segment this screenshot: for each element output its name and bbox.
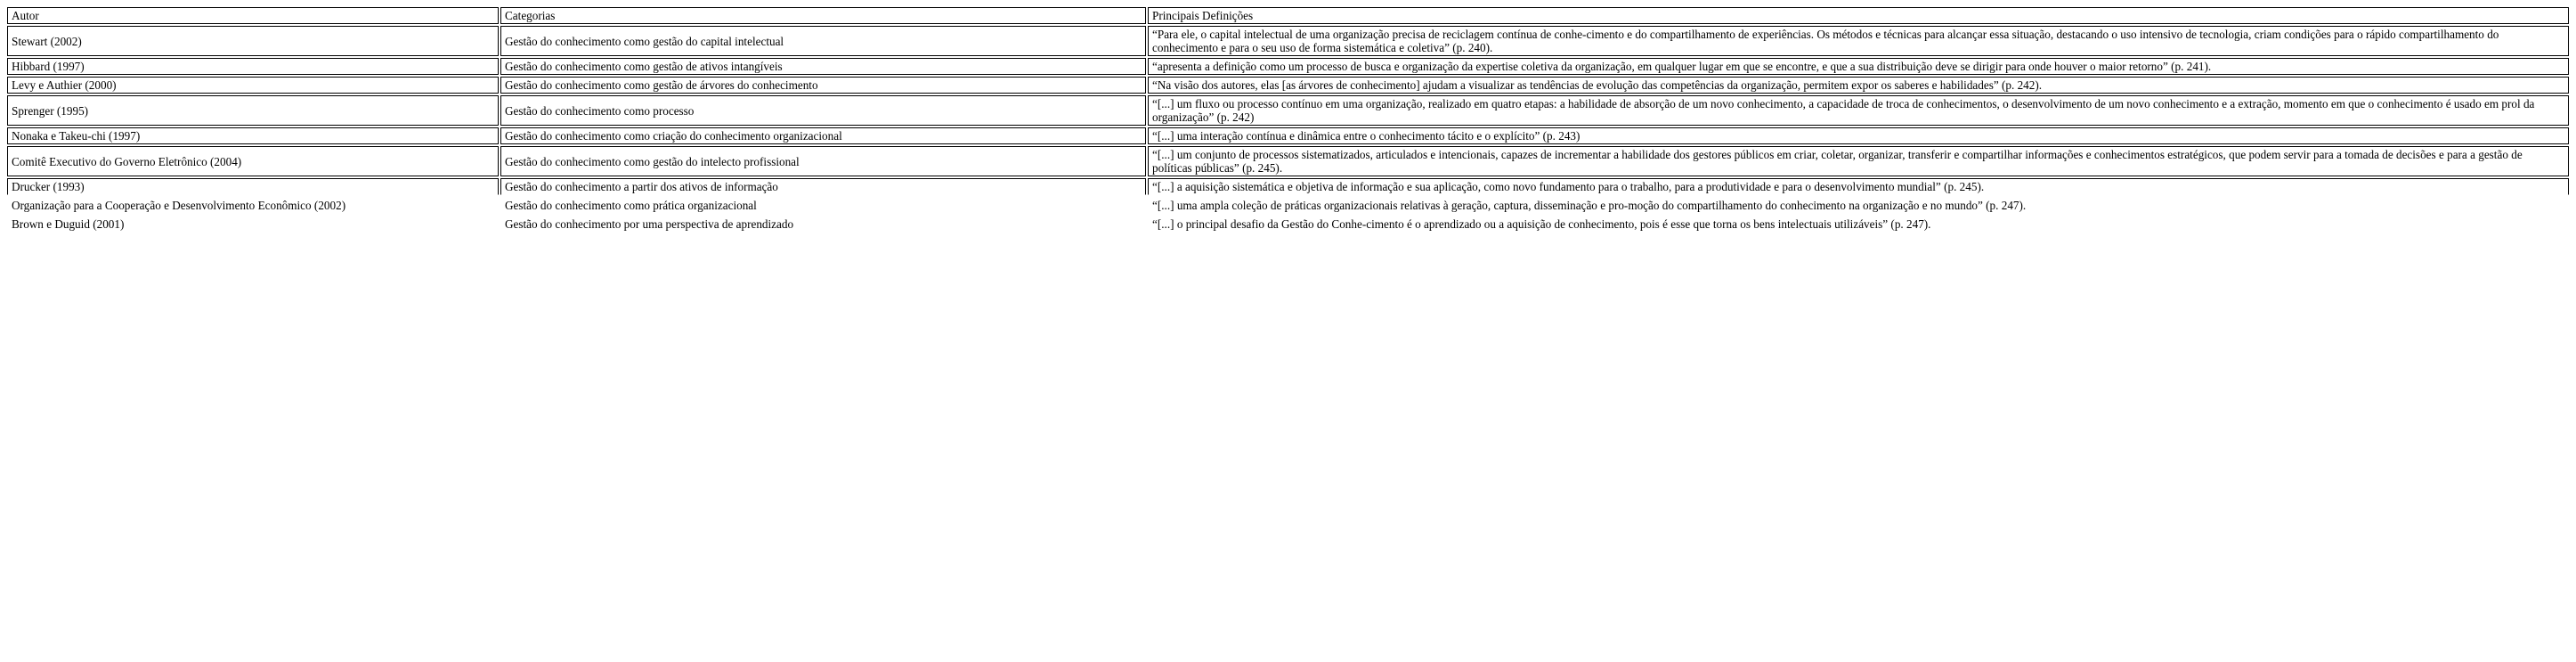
table-row <box>7 95 2569 126</box>
author-cell: Hibbard (1997) <box>7 58 499 75</box>
header-category: Categorias <box>500 7 1146 24</box>
definition-cell: “[...] um fluxo ou processo contínuo em uma organização, realizado em quatro etapas: a habilidade de absorção de um novo conhecimento, a capacidade de troca de conhecimentos, o desenvolvimento de um novo conhecimento e a extração, momento em que o conhecimento é usado em prol da organização” (p. 242) <box>1148 95 2569 126</box>
category-cell: Gestão do conhecimento por uma perspectiva de aprendizado <box>505 217 794 231</box>
author-cell: Comitê Executivo do Governo Eletrônico (2004) <box>7 146 499 176</box>
definition-cell: “[...] um conjunto de processos sistematizados, articulados e intencionais, capazes de incrementar a habilidade dos gestores públicos em criar, coletar, organizar, transferir e compartilhar informações e conhecimentos estratégicos, que podem servir para a tomada de decisões e para a gestão de políticas públicas” (p. 245). <box>1148 146 2569 176</box>
author-cell: Drucker (1993) <box>7 178 499 195</box>
category-cell: Gestão do conhecimento a partir dos ativos de informação <box>500 178 1146 195</box>
category-cell: Gestão do conhecimento como prática organizacional <box>505 199 757 212</box>
table-row <box>7 77 2569 94</box>
category-cell: Gestão do conhecimento como gestão de árvores do conhecimento <box>500 77 1146 94</box>
table-row <box>7 197 2569 214</box>
definition-cell: “[...] uma interação contínua e dinâmica entre o conhecimento tácito e o explícito” (p. 243) <box>1148 127 2569 144</box>
definition-cell: “[...] a aquisição sistemática e objetiva de informação e sua aplicação, como novo fundamento para o trabalho, para a produtividade e para o desenvolvimento mundial” (p. 245). <box>1148 178 2569 195</box>
table-header-row <box>7 7 2569 24</box>
document-page <box>5 5 2571 234</box>
category-cell: Gestão do conhecimento como criação do conhecimento organizacional <box>500 127 1146 144</box>
definition-cell: “[...] uma ampla coleção de práticas organizacionais relativas à geração, captura, disseminação e pro-moção do compartilhamento do conhecimento na organização e no mundo” (p. 247). <box>1152 199 2027 212</box>
author-cell: Sprenger (1995) <box>7 95 499 126</box>
table-row <box>7 178 2569 195</box>
header-author: Autor <box>7 7 499 24</box>
category-cell: Gestão do conhecimento como gestão do intelecto profissional <box>500 146 1146 176</box>
table-row <box>7 127 2569 144</box>
author-cell: Stewart (2002) <box>7 26 499 56</box>
author-cell: Nonaka e Takeu-chi (1997) <box>7 127 499 144</box>
table-row <box>7 146 2569 176</box>
category-cell: Gestão do conhecimento como processo <box>500 95 1146 126</box>
definitions-table <box>5 5 2571 234</box>
definition-cell: “Para ele, o capital intelectual de uma organização precisa de reciclagem contínua de conhe-cimento e do compartilhamento de experiências. Os métodos e técnicas para alcançar essa situação, destacando o uso intensivo de tecnologia, criam condições para o rápido compartilhamento do conhecimento e para o seu uso de forma sistemática e coletiva” (p. 240). <box>1148 26 2569 56</box>
definition-cell: “[...] o principal desafio da Gestão do Conhe-cimento é o aprendizado ou a aquisição de conhecimento, pois é esse que torna os bens intelectuais utilizáveis” (p. 247). <box>1152 217 1931 231</box>
author-cell: Levy e Authier (2000) <box>7 77 499 94</box>
category-cell: Gestão do conhecimento como gestão de ativos intangíveis <box>500 58 1146 75</box>
author-cell: Organização para a Cooperação e Desenvolvimento Econômico (2002) <box>12 199 346 212</box>
author-cell: Brown e Duguid (2001) <box>12 217 125 231</box>
definition-cell: “apresenta a definição como um processo de busca e organização da expertise coletiva da organização, em qualquer lugar em que se encontre, e que a sua distribuição deve se dirigir para onde houver o maior retorno” (p. 241). <box>1148 58 2569 75</box>
definition-cell: “Na visão dos autores, elas [as árvores de conhecimento] ajudam a visualizar as tendências de evolução das competências da organização, permitem expor os saberes e habilidades” (p. 242). <box>1148 77 2569 94</box>
table-row <box>7 58 2569 75</box>
header-definitions: Principais Definições <box>1148 7 2569 24</box>
category-cell: Gestão do conhecimento como gestão do capital intelectual <box>500 26 1146 56</box>
table-row <box>7 26 2569 56</box>
table-row <box>7 216 2569 233</box>
